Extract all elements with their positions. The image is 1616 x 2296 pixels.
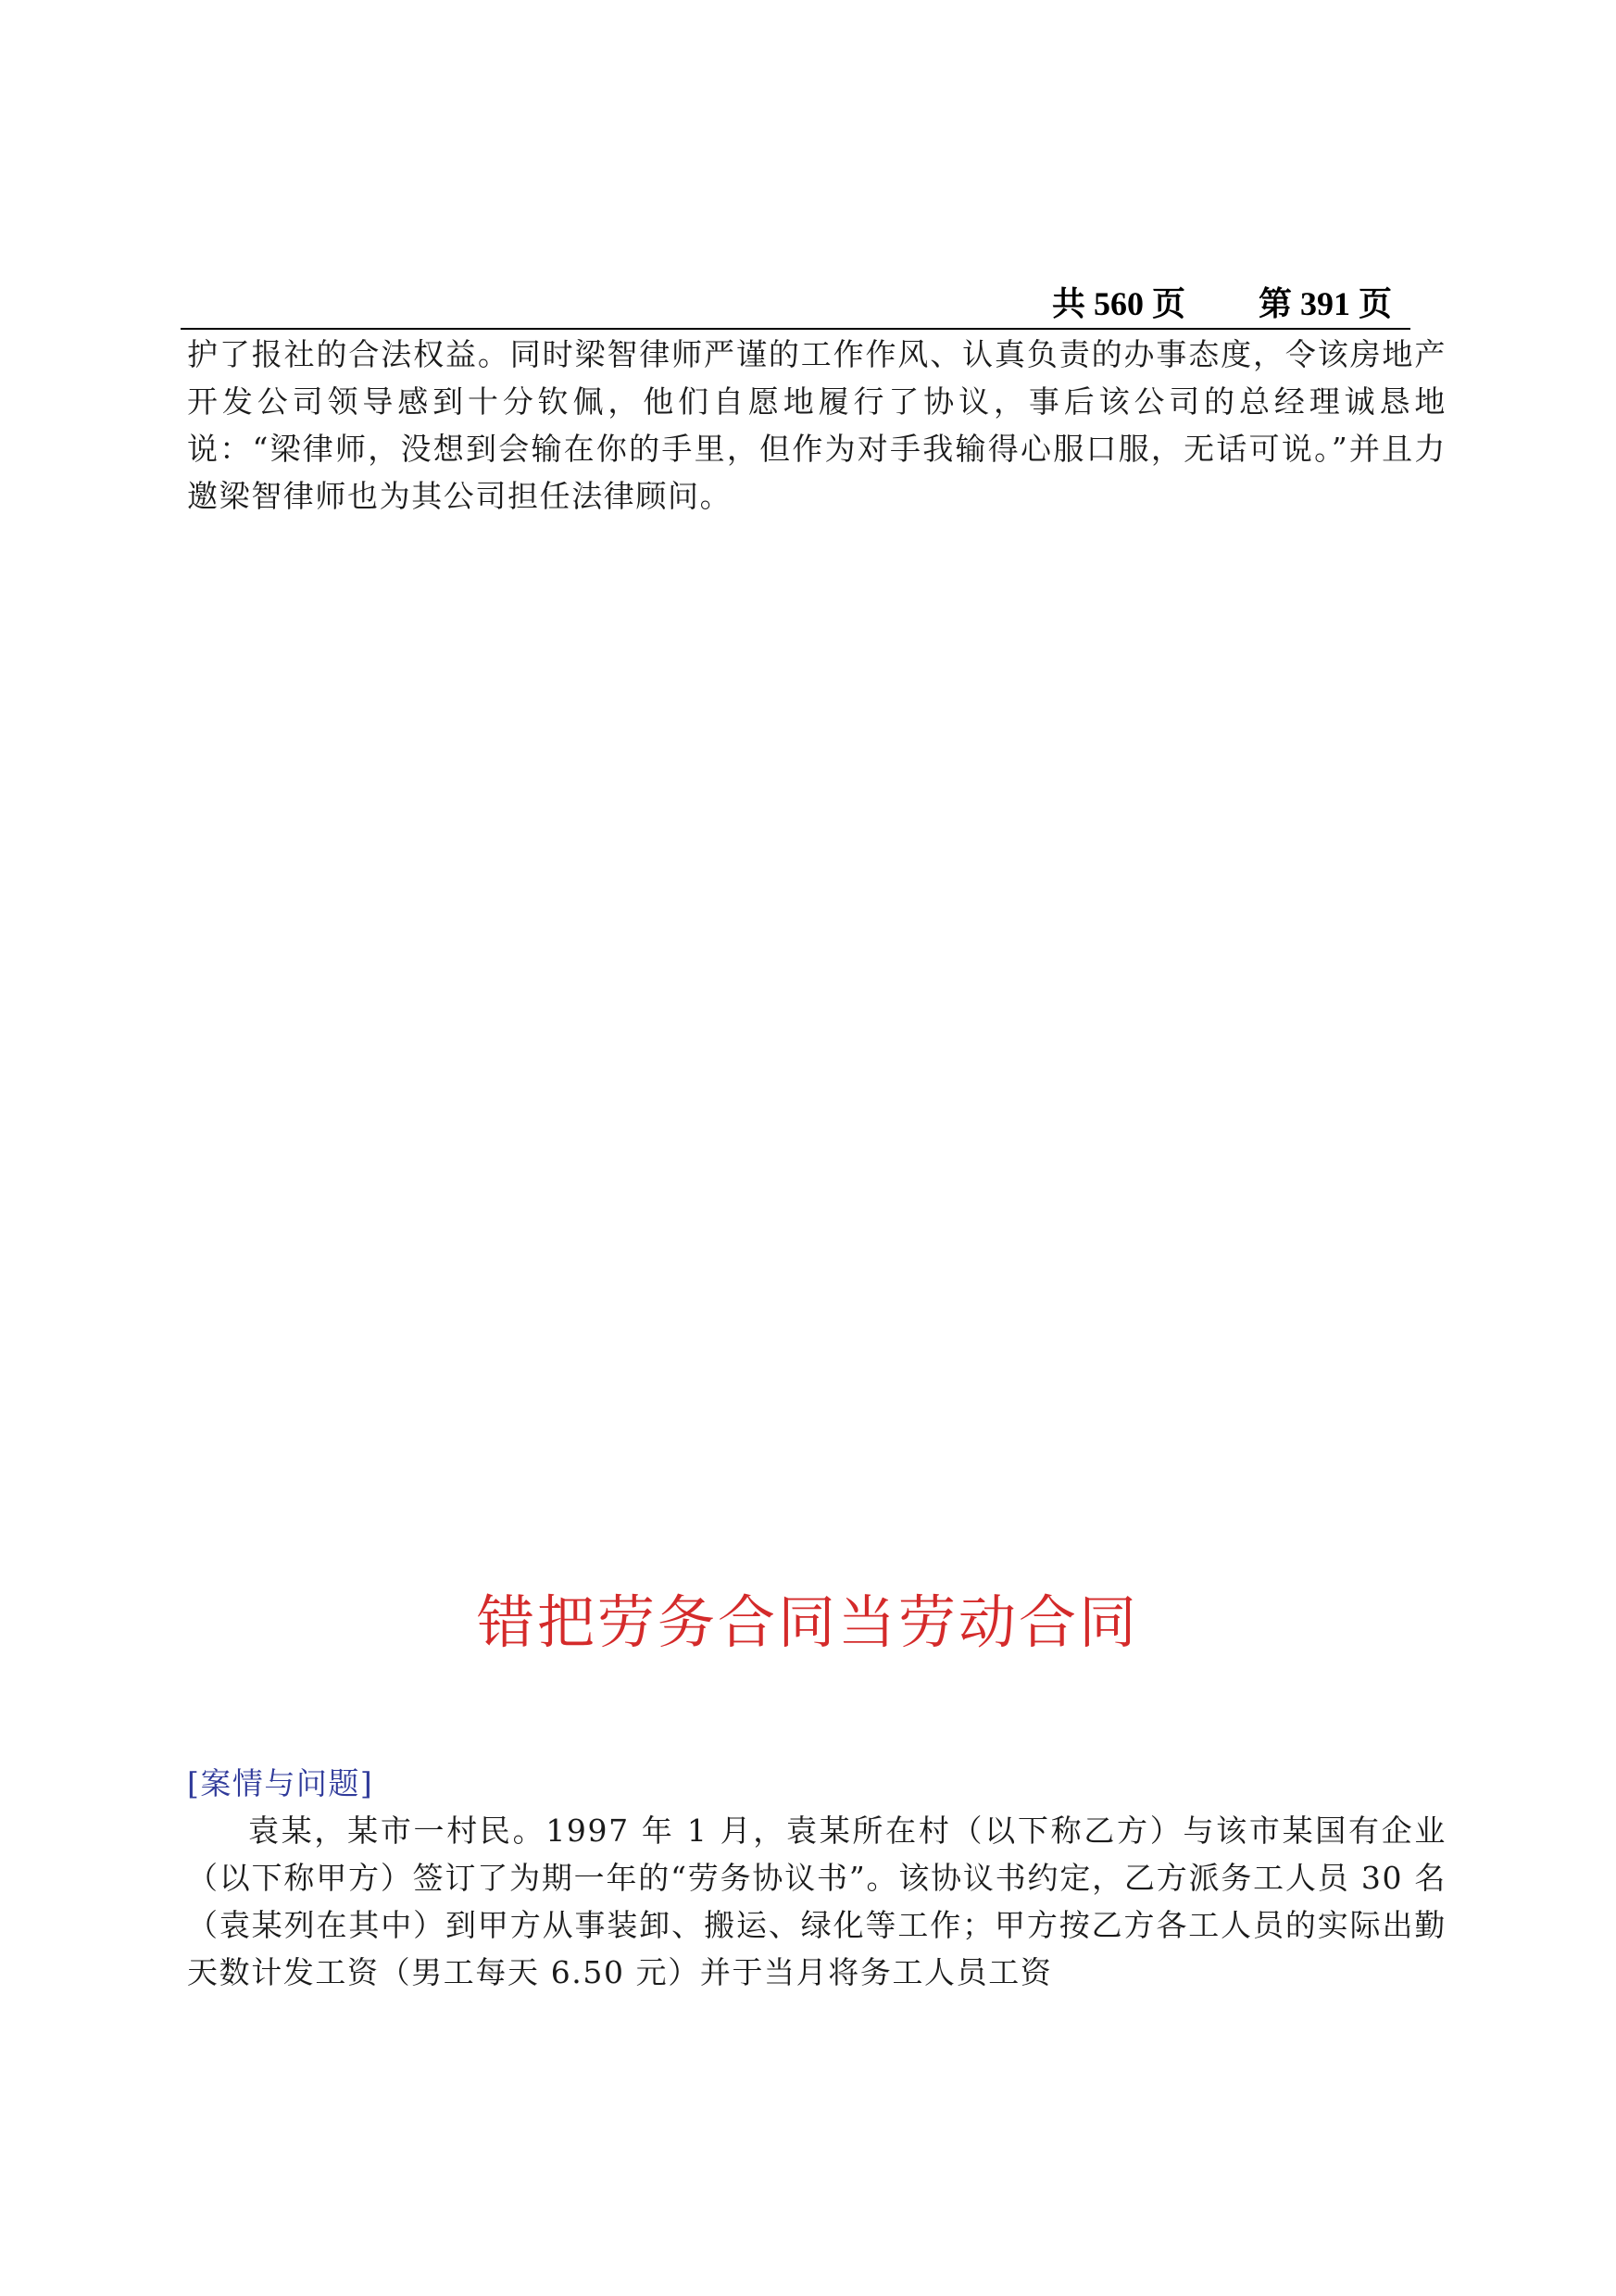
page-counter	[1052, 285, 1392, 322]
case-paragraph: 袁某，某市一村民。1997 年 1 月，袁某所在村（以下称乙方）与该市某国有企业（以下称甲方）签订了为期一年的“劳务协议书”。该协议书约定，乙方派务工人员 30 名（袁某列在其中）到甲方从事装卸、搬运、绿化等工作；甲方按乙方各工人员的实际出勤天数计发工资（男工每天 6.50 元）并于当月将务工人员工资	[187, 1813, 1447, 1990]
current-page: 第 391 页	[1258, 285, 1392, 322]
total-pages: 共 560 页	[1051, 285, 1185, 322]
article-title: 错把劳务合同当劳动合同	[476, 1588, 1139, 1656]
carry-over-paragraph: 护了报社的合法权益。同时梁智律师严谨的工作作风、认真负责的办事态度，令该房地产开发公司领导感到十分钦佩，他们自愿地履行了协议，事后该公司的总经理诚恳地说：“梁律师，没想到会输在你的手里，但作为对手我输得心服口服，无话可说。”并且力邀梁智律师也为其公司担任法律顾问。	[187, 336, 1447, 514]
section-heading: [案情与问题]	[187, 1765, 374, 1801]
page-header	[181, 280, 1410, 330]
